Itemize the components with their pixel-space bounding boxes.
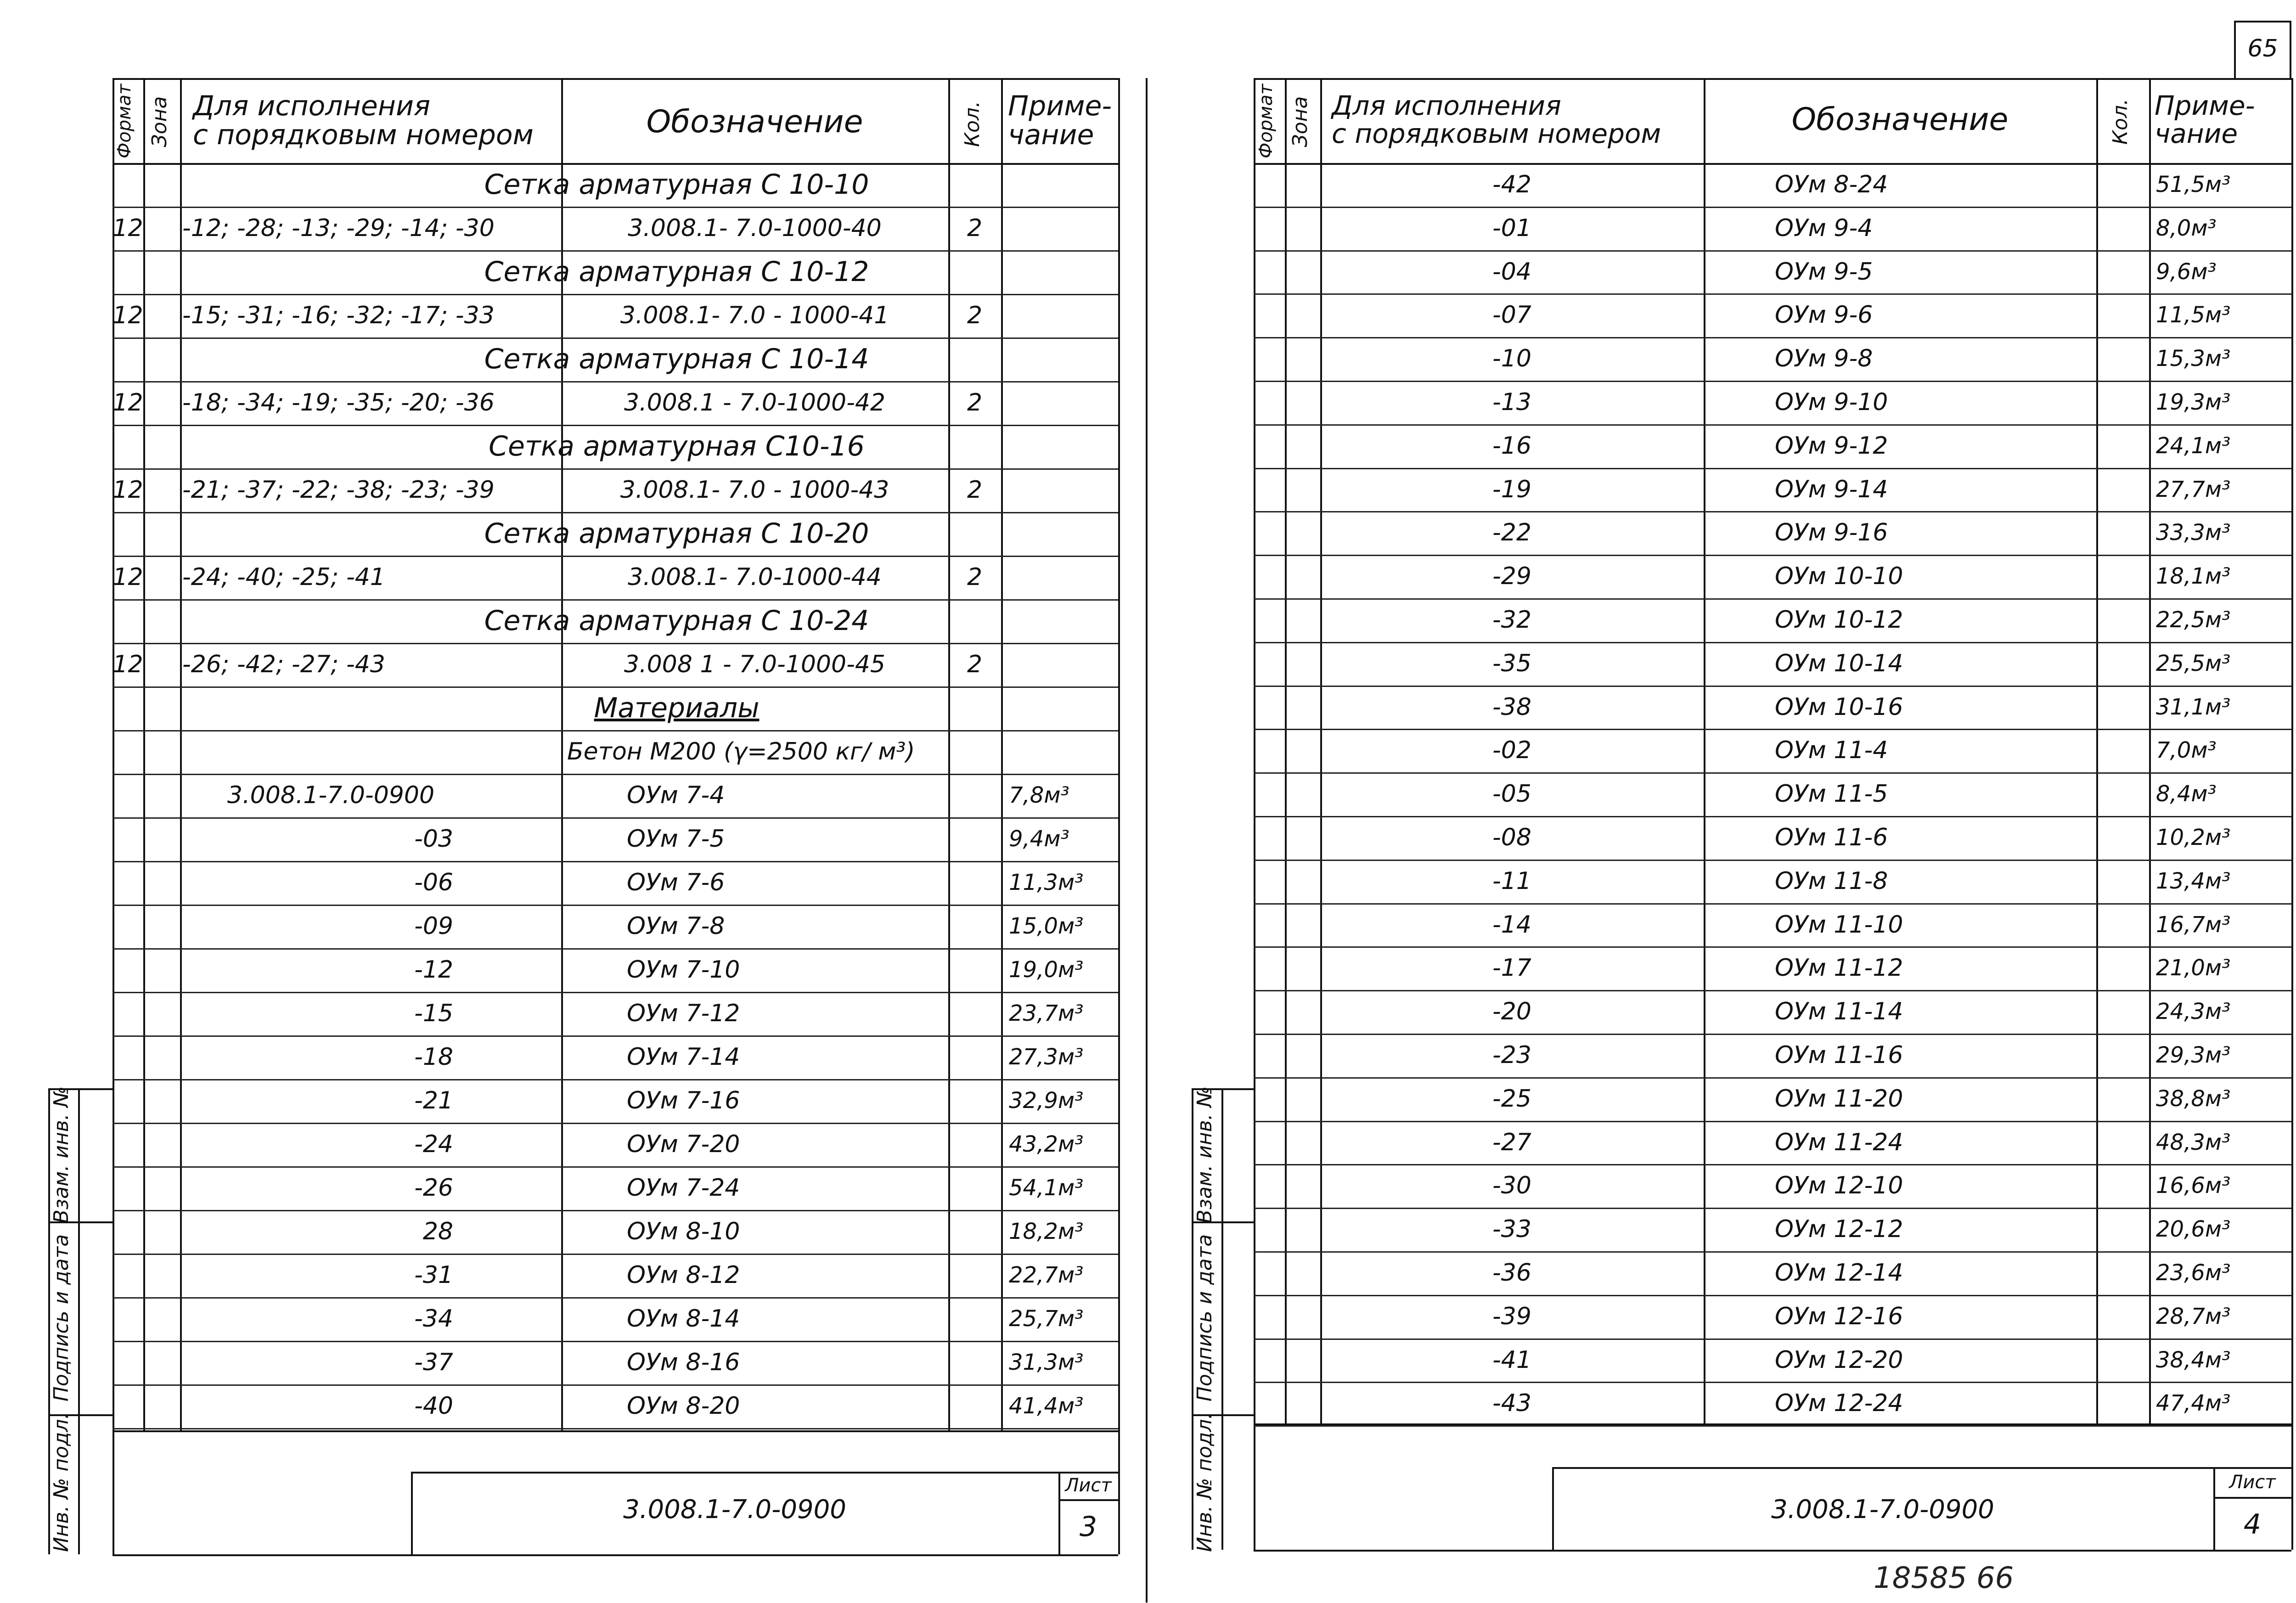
table-row bbox=[1254, 468, 2291, 512]
execution-cell: -30 bbox=[1492, 1172, 1531, 1199]
note-cell: 33,3м³ bbox=[2156, 520, 2231, 546]
designation-cell: ОУм 11-24 bbox=[1775, 1129, 1903, 1156]
note-cell bbox=[1008, 643, 1114, 686]
table-row bbox=[113, 948, 1118, 992]
right-frame-bottom bbox=[1254, 1550, 2291, 1552]
designation-cell: ОУм 7-6 bbox=[627, 869, 725, 896]
execution-cell: -03 bbox=[414, 825, 453, 853]
table-row bbox=[1254, 1382, 2291, 1425]
designation-cell: ОУм 9-16 bbox=[1775, 519, 1888, 546]
left-stamp-designation: 3.008.1-7.0-0900 bbox=[623, 1495, 846, 1524]
table-row bbox=[1254, 207, 2291, 250]
right-header-format: Формат bbox=[1255, 84, 1277, 158]
table-row bbox=[1254, 555, 2291, 598]
execution-cell: -14 bbox=[1492, 911, 1531, 939]
designation-cell: 3.008 1 - 7.0-1000-45 bbox=[624, 651, 886, 678]
designation-cell: ОУм 12-20 bbox=[1775, 1346, 1903, 1374]
note-cell: 25,5м³ bbox=[2156, 651, 2231, 676]
note-cell bbox=[1008, 207, 1114, 250]
section-title: Сетка арматурная С 10-24 bbox=[484, 605, 869, 637]
left-frame-bottom bbox=[113, 1554, 1118, 1556]
table-row bbox=[1254, 381, 2291, 424]
designation-cell: ОУм 9-6 bbox=[1775, 301, 1873, 329]
designation-cell: ОУм 9-8 bbox=[1775, 345, 1873, 372]
designation-cell: ОУм 12-14 bbox=[1775, 1259, 1903, 1287]
execution-cell: -33 bbox=[1492, 1215, 1531, 1243]
designation-cell: ОУм 7-10 bbox=[627, 956, 740, 984]
left-stamp-sheet-line bbox=[1058, 1499, 1118, 1501]
left-outer-edge bbox=[1146, 78, 1148, 1603]
table-row bbox=[1254, 1164, 2291, 1208]
execution-cell: -38 bbox=[1492, 693, 1531, 721]
note-cell: 21,0м³ bbox=[2156, 955, 2231, 981]
right-stamp-designation: 3.008.1-7.0-0900 bbox=[1771, 1495, 1994, 1524]
designation-cell: ОУм 11-8 bbox=[1775, 867, 1888, 895]
note-cell: 8,4м³ bbox=[2156, 781, 2217, 807]
format-cell: 12 bbox=[113, 214, 143, 242]
execution-cell: -22 bbox=[1492, 519, 1531, 546]
left-header-execution: Для исполнения с порядковым номером bbox=[193, 90, 534, 151]
execution-cell: -31 bbox=[414, 1261, 453, 1289]
table-row bbox=[113, 1254, 1118, 1297]
right-top-border bbox=[1254, 78, 2291, 80]
table-row bbox=[1254, 642, 2291, 686]
execution-cell: -17 bbox=[1492, 954, 1531, 982]
table-row bbox=[1254, 250, 2291, 294]
section-title: Сетка арматурная С10-16 bbox=[489, 430, 865, 462]
note-cell bbox=[1008, 294, 1114, 337]
table-row bbox=[1254, 1034, 2291, 1077]
row-divider bbox=[113, 1428, 1118, 1429]
designation-cell: 3.008.1- 7.0-1000-44 bbox=[628, 563, 882, 591]
table-row bbox=[113, 1297, 1118, 1341]
execution-cell: -32 bbox=[1492, 606, 1531, 634]
right-side-podpis: Подпись и дата bbox=[1193, 1234, 1216, 1402]
execution-cell: 28 bbox=[422, 1218, 453, 1245]
table-row bbox=[1254, 990, 2291, 1034]
table-row bbox=[113, 861, 1118, 905]
table-row bbox=[113, 512, 1118, 556]
execution-cell: -10 bbox=[1492, 345, 1531, 372]
left-frame-right bbox=[1118, 78, 1120, 1554]
right-header-execution: Для исполнения с порядковым номером bbox=[1332, 90, 1661, 149]
qty-cell: 2 bbox=[967, 476, 983, 504]
execution-cell: -12 bbox=[414, 956, 453, 984]
left-side-inv: Инв. № подл. bbox=[50, 1412, 73, 1552]
execution-cell: -27 bbox=[1492, 1129, 1531, 1156]
execution-cell: -18 bbox=[414, 1043, 453, 1071]
note-cell: 29,3м³ bbox=[2156, 1042, 2231, 1068]
designation-cell: ОУм 8-20 bbox=[627, 1392, 740, 1420]
execution-cell: -29 bbox=[1492, 562, 1531, 590]
table-row bbox=[1254, 860, 2291, 903]
table-row bbox=[1254, 729, 2291, 772]
note-cell: 19,0м³ bbox=[1009, 957, 1084, 983]
table-row bbox=[113, 774, 1118, 817]
note-cell: 9,6м³ bbox=[2156, 259, 2217, 285]
right-side-stamp-inner bbox=[1221, 1088, 1223, 1550]
designation-cell: ОУм 7-16 bbox=[627, 1087, 740, 1114]
execution-cell: -24; -40; -25; -41 bbox=[182, 563, 385, 591]
table-row bbox=[113, 294, 1118, 337]
note-cell: 16,6м³ bbox=[2156, 1173, 2231, 1198]
table-row bbox=[113, 468, 1118, 512]
left-side-vzam: Взам. инв. № bbox=[50, 1086, 73, 1224]
qty-cell: 2 bbox=[967, 302, 983, 329]
table-row bbox=[113, 643, 1118, 686]
execution-cell: -21 bbox=[414, 1087, 453, 1114]
designation-cell: ОУм 11-16 bbox=[1775, 1041, 1903, 1069]
execution-cell: -18; -34; -19; -35; -20; -36 bbox=[182, 389, 495, 416]
qty-cell: 2 bbox=[967, 651, 983, 678]
right-side-inv: Инв. № подл. bbox=[1193, 1412, 1216, 1552]
execution-cell: -25 bbox=[1492, 1085, 1531, 1113]
qty-cell: 2 bbox=[967, 389, 983, 416]
table-row bbox=[1254, 1121, 2291, 1164]
note-cell: 23,6м³ bbox=[2156, 1260, 2231, 1286]
note-cell: 48,3м³ bbox=[2156, 1130, 2231, 1155]
table-row bbox=[1254, 903, 2291, 947]
designation-cell: ОУм 8-10 bbox=[627, 1218, 740, 1245]
execution-cell: -11 bbox=[1492, 867, 1531, 895]
table-row bbox=[1254, 424, 2291, 468]
note-cell: 19,3м³ bbox=[2156, 389, 2231, 415]
section-title: Сетка арматурная С 10-12 bbox=[484, 256, 869, 288]
table-row bbox=[113, 1079, 1118, 1123]
designation-cell: ОУм 7-12 bbox=[627, 1000, 740, 1027]
bottom-scribble: 18585 66 bbox=[1874, 1561, 2014, 1595]
designation-cell: ОУм 11-5 bbox=[1775, 780, 1888, 808]
note-cell: 18,1м³ bbox=[2156, 563, 2231, 589]
note-cell: 22,5м³ bbox=[2156, 607, 2231, 633]
left-side-podpis: Подпись и дата bbox=[50, 1234, 73, 1402]
note-cell: 22,7м³ bbox=[1009, 1262, 1084, 1288]
note-cell: 7,8м³ bbox=[1009, 782, 1069, 808]
table-row bbox=[1254, 686, 2291, 729]
execution-cell: -39 bbox=[1492, 1303, 1531, 1330]
execution-cell: -20 bbox=[1492, 998, 1531, 1025]
table-row bbox=[113, 730, 1118, 774]
note-cell: 9,4м³ bbox=[1009, 826, 1069, 852]
table-row bbox=[1254, 163, 2291, 207]
left-stamp-top bbox=[411, 1472, 1118, 1474]
note-cell: 47,4м³ bbox=[2156, 1390, 2231, 1416]
execution-cell: -24 bbox=[414, 1131, 453, 1158]
designation-cell: ОУм 10-16 bbox=[1775, 693, 1903, 721]
designation-cell: ОУм 7-5 bbox=[627, 825, 725, 853]
execution-cell: -08 bbox=[1492, 824, 1531, 851]
designation-cell: ОУм 11-14 bbox=[1775, 998, 1903, 1025]
table-row bbox=[1254, 293, 2291, 337]
execution-cell: -37 bbox=[414, 1349, 453, 1376]
designation-cell: ОУм 8-24 bbox=[1775, 171, 1888, 198]
execution-cell: 3.008.1-7.0-0900 bbox=[227, 782, 435, 809]
note-cell: 24,3м³ bbox=[2156, 999, 2231, 1024]
table-row bbox=[1254, 511, 2291, 555]
designation-cell: 3.008.1 - 7.0-1000-42 bbox=[624, 389, 886, 416]
note-cell: 32,9м³ bbox=[1009, 1088, 1084, 1114]
left-header-note: Приме- чание bbox=[1008, 90, 1112, 151]
note-cell: 31,1м³ bbox=[2156, 694, 2231, 720]
left-header-format: Формат bbox=[114, 84, 135, 158]
table-row bbox=[113, 425, 1118, 468]
note-cell bbox=[1008, 468, 1114, 512]
left-stamp-sheet-label: Лист bbox=[1065, 1475, 1112, 1496]
note-cell bbox=[1008, 381, 1114, 425]
table-row bbox=[113, 1166, 1118, 1210]
execution-cell: -13 bbox=[1492, 388, 1531, 416]
designation-cell: ОУм 8-16 bbox=[627, 1349, 740, 1376]
note-cell: 54,1м³ bbox=[1009, 1175, 1084, 1201]
table-row bbox=[1254, 772, 2291, 816]
note-cell: 41,4м³ bbox=[1009, 1393, 1084, 1419]
note-cell: 11,5м³ bbox=[2156, 302, 2231, 328]
note-cell: 7,0м³ bbox=[2156, 737, 2217, 763]
execution-cell: -35 bbox=[1492, 650, 1531, 677]
table-row bbox=[113, 1210, 1118, 1254]
table-row bbox=[113, 163, 1118, 207]
note-cell: 27,7м³ bbox=[2156, 477, 2231, 502]
right-header-note: Приме- чание bbox=[2155, 90, 2255, 149]
table-row bbox=[1254, 946, 2291, 990]
table-row bbox=[113, 817, 1118, 861]
table-row bbox=[113, 1123, 1118, 1166]
right-stamp-top bbox=[1552, 1467, 2291, 1469]
section-title: Сетка арматурная С 10-10 bbox=[484, 169, 869, 201]
note-cell: 27,3м³ bbox=[1009, 1044, 1084, 1070]
right-stamp-sheet-line bbox=[2213, 1497, 2291, 1499]
execution-cell: -42 bbox=[1492, 171, 1531, 198]
right-stamp-sheet-number: 4 bbox=[2243, 1508, 2262, 1541]
execution-cell: -40 bbox=[414, 1392, 453, 1420]
designation-cell: 3.008.1- 7.0 - 1000-43 bbox=[620, 476, 889, 504]
designation-cell: ОУм 11-6 bbox=[1775, 824, 1888, 851]
right-frame-right bbox=[2291, 78, 2293, 1550]
designation-cell: ОУм 7-4 bbox=[627, 782, 725, 809]
note-cell: 11,3м³ bbox=[1009, 870, 1084, 895]
format-cell: 12 bbox=[113, 651, 143, 678]
page-corner-box bbox=[2234, 21, 2291, 78]
qty-cell: 2 bbox=[967, 563, 983, 591]
execution-cell: -12; -28; -13; -29; -14; -30 bbox=[182, 214, 495, 242]
left-header-zone: Зона bbox=[148, 96, 171, 147]
row-divider bbox=[1254, 1425, 2291, 1427]
table-row bbox=[1254, 1208, 2291, 1251]
table-row bbox=[113, 599, 1118, 643]
note-cell: 28,7м³ bbox=[2156, 1304, 2231, 1329]
execution-cell: -06 bbox=[414, 869, 453, 896]
note-cell: 15,3м³ bbox=[2156, 346, 2231, 371]
format-cell: 12 bbox=[113, 302, 143, 329]
note-cell: 31,3м³ bbox=[1009, 1350, 1084, 1375]
designation-cell: ОУм 11-4 bbox=[1775, 737, 1888, 764]
execution-cell: -19 bbox=[1492, 476, 1531, 503]
format-cell: 12 bbox=[113, 563, 143, 591]
execution-cell: -36 bbox=[1492, 1259, 1531, 1287]
designation-cell: ОУм 11-10 bbox=[1775, 911, 1903, 939]
table-row bbox=[113, 905, 1118, 948]
note-cell: 8,0м³ bbox=[2156, 215, 2217, 241]
execution-cell: -41 bbox=[1492, 1346, 1531, 1374]
designation-cell: ОУм 10-10 bbox=[1775, 562, 1903, 590]
table-row bbox=[1254, 1251, 2291, 1295]
format-cell: 12 bbox=[113, 389, 143, 416]
execution-cell: -26 bbox=[414, 1174, 453, 1202]
table-row bbox=[113, 337, 1118, 381]
designation-cell: ОУм 8-14 bbox=[627, 1305, 740, 1333]
execution-cell: -15 bbox=[414, 1000, 453, 1027]
note-cell: 15,0м³ bbox=[1009, 913, 1084, 939]
note-cell bbox=[1008, 556, 1114, 599]
designation-cell: ОУм 12-12 bbox=[1775, 1215, 1903, 1243]
table-row bbox=[1254, 1295, 2291, 1339]
execution-cell: -16 bbox=[1492, 432, 1531, 460]
designation-cell: ОУм 7-20 bbox=[627, 1131, 740, 1158]
section-title: Сетка арматурная С 10-20 bbox=[484, 517, 869, 550]
designation-cell: ОУм 9-12 bbox=[1775, 432, 1888, 460]
right-header-qty: Кол. bbox=[2109, 98, 2132, 145]
designation-cell: ОУм 8-12 bbox=[627, 1261, 740, 1289]
note-cell: 23,7м³ bbox=[1009, 1001, 1084, 1026]
left-side-stamp-inner bbox=[78, 1088, 80, 1554]
table-row bbox=[113, 1384, 1118, 1428]
table-row bbox=[113, 992, 1118, 1035]
designation-cell: ОУм 12-10 bbox=[1775, 1172, 1903, 1199]
designation-cell: ОУм 7-14 bbox=[627, 1043, 740, 1071]
right-side-vzam: Взам. инв. № bbox=[1193, 1086, 1216, 1224]
execution-cell: -07 bbox=[1492, 301, 1531, 329]
execution-cell: -21; -37; -22; -38; -23; -39 bbox=[182, 476, 495, 504]
execution-cell: -04 bbox=[1492, 258, 1531, 286]
note-cell: 10,2м³ bbox=[2156, 825, 2231, 850]
execution-cell: -01 bbox=[1492, 214, 1531, 242]
execution-cell: -05 bbox=[1492, 780, 1531, 808]
designation-cell: ОУм 9-14 bbox=[1775, 476, 1888, 503]
note-cell: 38,8м³ bbox=[2156, 1086, 2231, 1112]
execution-cell: -15; -31; -16; -32; -17; -33 bbox=[182, 302, 495, 329]
note-cell: 18,2м³ bbox=[1009, 1219, 1084, 1244]
table-row bbox=[113, 556, 1118, 599]
table-row bbox=[113, 686, 1118, 730]
right-header-zone: Зона bbox=[1289, 96, 1312, 147]
table-row bbox=[113, 381, 1118, 425]
left-table-bottom bbox=[113, 1430, 1118, 1432]
left-header-qty: Кол. bbox=[961, 101, 984, 147]
execution-cell: -09 bbox=[414, 912, 453, 940]
note-cell: 43,2м³ bbox=[1009, 1131, 1084, 1157]
designation-cell: ОУм 9-5 bbox=[1775, 258, 1873, 286]
table-row bbox=[113, 1341, 1118, 1384]
designation-cell: ОУм 10-14 bbox=[1775, 650, 1903, 677]
execution-cell: -23 bbox=[1492, 1041, 1531, 1069]
designation-cell: ОУм 9-10 bbox=[1775, 388, 1888, 416]
table-row bbox=[113, 1035, 1118, 1079]
page-corner-number: 65 bbox=[2247, 35, 2278, 62]
section-title: Сетка арматурная С 10-14 bbox=[484, 343, 869, 375]
format-cell: 12 bbox=[113, 476, 143, 504]
left-stamp-sheet-number: 3 bbox=[1079, 1511, 1097, 1543]
designation-cell: ОУм 9-4 bbox=[1775, 214, 1873, 242]
concrete-spec: Бетон М200 (γ=2500 кг/ м³) bbox=[567, 738, 915, 765]
right-stamp-sheet-label: Лист bbox=[2229, 1472, 2276, 1493]
table-row bbox=[113, 250, 1118, 294]
table-row bbox=[113, 207, 1118, 250]
note-cell: 38,4м³ bbox=[2156, 1347, 2231, 1373]
qty-cell: 2 bbox=[967, 214, 983, 242]
left-top-border bbox=[113, 78, 1118, 80]
note-cell: 13,4м³ bbox=[2156, 868, 2231, 894]
designation-cell: ОУм 7-8 bbox=[627, 912, 725, 940]
designation-cell: ОУм 12-16 bbox=[1775, 1303, 1903, 1330]
table-row bbox=[1254, 1339, 2291, 1382]
execution-cell: -43 bbox=[1492, 1389, 1531, 1417]
designation-cell: ОУм 7-24 bbox=[627, 1174, 740, 1202]
designation-cell: ОУм 12-24 bbox=[1775, 1389, 1903, 1417]
note-cell: 24,1м³ bbox=[2156, 433, 2231, 459]
note-cell: 20,6м³ bbox=[2156, 1216, 2231, 1242]
table-row bbox=[1254, 598, 2291, 642]
execution-cell: -34 bbox=[414, 1305, 453, 1333]
note-cell: 25,7м³ bbox=[1009, 1306, 1084, 1332]
table-row bbox=[1254, 1077, 2291, 1121]
designation-cell: ОУм 11-12 bbox=[1775, 954, 1903, 982]
materials-heading: Материалы bbox=[594, 692, 760, 724]
designation-cell: 3.008.1- 7.0-1000-40 bbox=[628, 214, 882, 242]
note-cell: 16,7м³ bbox=[2156, 912, 2231, 938]
designation-cell: 3.008.1- 7.0 - 1000-41 bbox=[620, 302, 889, 329]
note-cell: 51,5м³ bbox=[2156, 172, 2231, 197]
table-row bbox=[1254, 337, 2291, 381]
right-header-designation: Обозначение bbox=[1791, 101, 2009, 138]
execution-cell: -02 bbox=[1492, 737, 1531, 764]
designation-cell: ОУм 10-12 bbox=[1775, 606, 1903, 634]
table-row bbox=[1254, 816, 2291, 860]
designation-cell: ОУм 11-20 bbox=[1775, 1085, 1903, 1113]
execution-cell: -26; -42; -27; -43 bbox=[182, 651, 385, 678]
left-header-designation: Обозначение bbox=[646, 104, 863, 140]
